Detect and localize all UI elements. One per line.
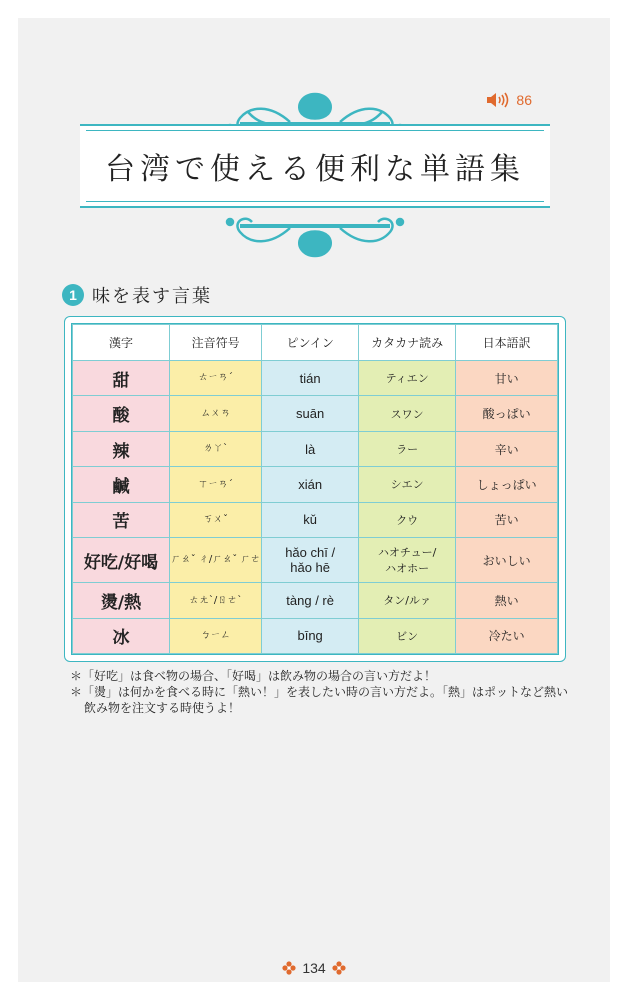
cell-katakana: タン/ルァ <box>359 583 456 618</box>
cell-zhuyin <box>170 467 262 502</box>
cell-pinyin: suān <box>262 396 359 431</box>
flower-icon <box>332 961 346 975</box>
section-number-badge: 1 <box>62 284 84 306</box>
header-katakana: カタカナ読み <box>359 325 456 361</box>
cell-pinyin: kǔ <box>262 502 359 537</box>
zhuyin-text: ㄏㄠˇ ㄔ/ㄏㄠˇ ㄏㄜ <box>170 554 261 566</box>
zhuyin-text: ㄙㄨㄢ <box>200 407 231 419</box>
cell-zhuyin <box>170 538 262 583</box>
cell-kanji: 辣 <box>73 431 170 466</box>
cell-pinyin: là <box>262 431 359 466</box>
cell-katakana: ビン <box>359 618 456 654</box>
page-footer <box>0 960 628 976</box>
section-heading <box>62 282 212 308</box>
cell-zhuyin <box>170 502 262 537</box>
pinyin-line-2: hǎo hē <box>290 560 331 576</box>
cell-zhuyin <box>170 361 262 396</box>
flower-icon <box>282 961 296 975</box>
cell-kanji: 好吃/好喝 <box>73 538 170 583</box>
cell-japanese: 甘い <box>456 361 558 396</box>
cell-katakana: クウ <box>359 502 456 537</box>
header-zhuyin: 注音符号 <box>170 325 262 361</box>
zhuyin-text: ㄊㄧㄢˊ <box>198 372 234 384</box>
cell-katakana: ティエン <box>359 361 456 396</box>
katakana-line-1: ハオチュー/ <box>377 546 437 560</box>
page-title: 台湾で使える便利な単語集 <box>105 152 525 187</box>
table-row <box>73 583 558 618</box>
zhuyin-text: ㄎㄨˇ <box>203 514 229 526</box>
vocab-table-frame <box>64 316 566 662</box>
cell-kanji: 冰 <box>73 618 170 654</box>
cell-pinyin: xián <box>262 467 359 502</box>
vocab-table <box>72 324 558 654</box>
section-title: 味を表す言葉 <box>92 286 212 307</box>
cell-pinyin: tián <box>262 361 359 396</box>
zhuyin-text: ㄌㄚˋ <box>203 443 229 455</box>
cell-kanji: 酸 <box>73 396 170 431</box>
table-row <box>73 396 558 431</box>
cell-japanese: 熱い <box>456 583 558 618</box>
cell-katakana: スワン <box>359 396 456 431</box>
header-kanji: 漢字 <box>73 325 170 361</box>
cell-katakana: シエン <box>359 467 456 502</box>
cell-zhuyin <box>170 431 262 466</box>
title-box <box>80 124 550 208</box>
cell-japanese: 苦い <box>456 502 558 537</box>
header-japanese: 日本語訳 <box>456 325 558 361</box>
page-number: 134 <box>302 960 326 976</box>
header-pinyin: ピンイン <box>262 325 359 361</box>
footnote: ＊「燙」は何かを食べる時に「熱い！」を表したい時の言い方だよ。「熱」はポットなど熱い飲み物を注文する時使うよ！ <box>70 685 569 715</box>
table-row <box>73 431 558 466</box>
cell-kanji: 甜 <box>73 361 170 396</box>
cell-pinyin: tàng / rè <box>262 583 359 618</box>
table-row <box>73 467 558 502</box>
title-banner <box>80 84 550 266</box>
table-row <box>73 361 558 396</box>
footnote: ＊「好吃」は食べ物の場合、「好喝」は飲み物の場合の言い方だよ！ <box>70 669 437 683</box>
footnotes <box>70 668 570 716</box>
zhuyin-text: ㄒㄧㄢˊ <box>198 478 234 490</box>
cell-katakana <box>359 538 456 583</box>
pinyin-line-1: hǎo chī / <box>285 545 336 561</box>
cell-kanji: 苦 <box>73 502 170 537</box>
cell-japanese: 冷たい <box>456 618 558 654</box>
cell-pinyin <box>262 538 359 583</box>
cell-japanese: 酸っぱい <box>456 396 558 431</box>
cell-japanese: しょっぱい <box>456 467 558 502</box>
cell-zhuyin <box>170 583 262 618</box>
cell-japanese: 辛い <box>456 431 558 466</box>
cell-zhuyin <box>170 618 262 654</box>
cell-kanji: 燙/熱 <box>73 583 170 618</box>
table-header-row <box>73 325 558 361</box>
cell-kanji: 鹹 <box>73 467 170 502</box>
cell-katakana: ラー <box>359 431 456 466</box>
katakana-line-2: ハオホー <box>385 562 430 576</box>
cell-zhuyin <box>170 396 262 431</box>
audio-track-number: 86 <box>516 92 532 108</box>
cell-japanese: おいしい <box>456 538 558 583</box>
zhuyin-text: ㄊㄤˋ/ㄖㄜˋ <box>188 594 243 606</box>
table-row <box>73 618 558 654</box>
ornament-bottom-icon <box>80 206 550 266</box>
table-row <box>73 502 558 537</box>
zhuyin-text: ㄅㄧㄥ <box>200 630 231 641</box>
cell-pinyin: bīng <box>262 618 359 654</box>
table-row <box>73 538 558 583</box>
